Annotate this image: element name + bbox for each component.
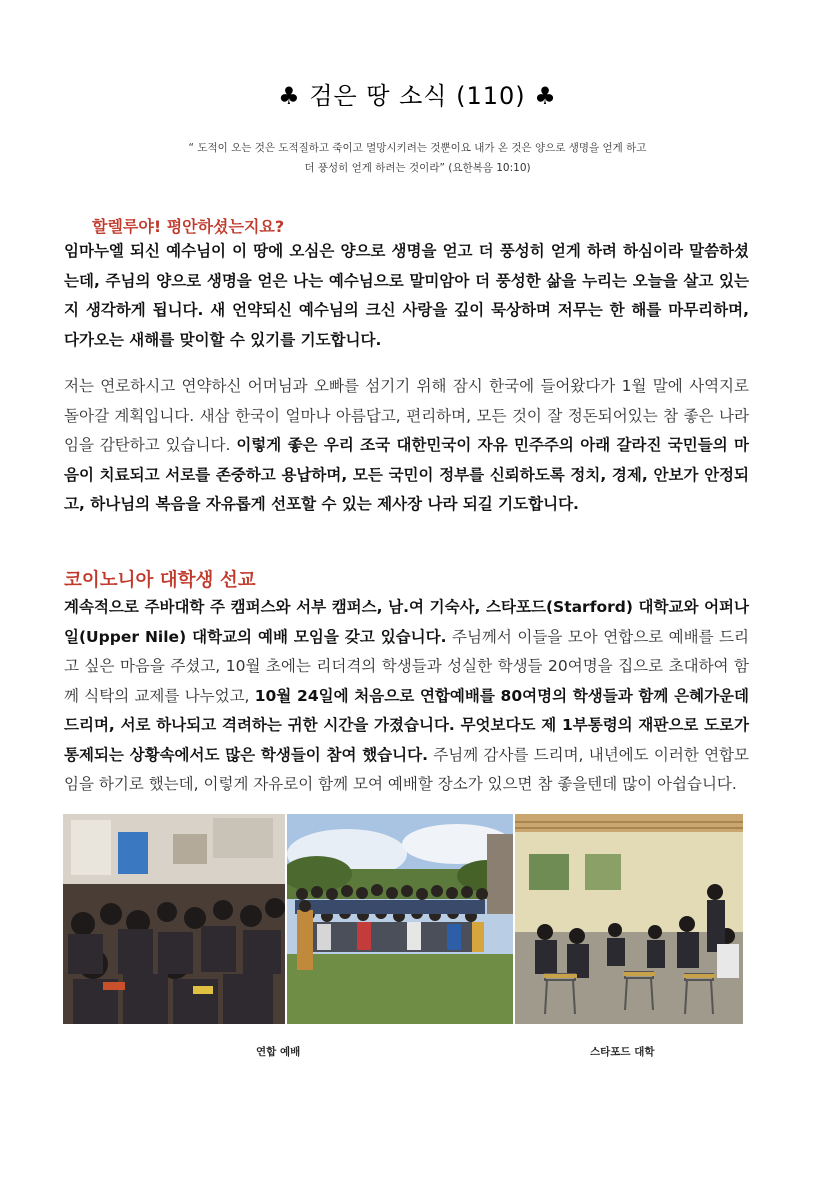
news-text-normal: 저는 연로하시고 연약하신 어머님과 오빠를 섬기기 위해 잠시 한국에 들어왔다가 1월 말에 사역지로 돌아갈 계획입니다. 새삼 한국이 얼마나 아름답고, 편리하며, 모든 것이 잘 정돈되어있는 참 좋은 나라임을 감탄하고 있습니다. xyxy=(64,377,749,454)
photo-caption-stanford: 스타포드 대학 xyxy=(590,1046,655,1058)
verse-line-2: 더 풍성히 얻게 하려는 것이라” (요한복음 10:10) xyxy=(304,162,531,174)
photo-joint-worship xyxy=(63,814,285,1024)
intro-paragraph: 임마누엘 되신 예수님이 이 땅에 오심은 양으로 생명을 얻고 더 풍성히 얻게 하려 하심이라 말씀하셨는데, 주님의 양으로 생명을 얻은 나는 예수님으로 말미암아 더 풍성한 삶을 누리는 오늘을 살고 있는지 생각하게 됩니다. 새 언약되신 예수님의 크신 사랑을 깊이 묵상하며 저무는 한 해를 마무리하며, 다가오는 새해를 맞이할 수 있기를 기도합니다. xyxy=(64,242,749,349)
page-title: ♣ 검은 땅 소식 (110) ♣ xyxy=(278,82,557,110)
scripture-verse xyxy=(80,138,755,178)
photo-caption-joint-worship: 연합 예배 xyxy=(256,1046,301,1058)
photo-strip xyxy=(63,814,743,1024)
photo-stanford-classroom xyxy=(515,814,743,1024)
mission-text-bold-1: 계속적으로 주바대학 주 캠퍼스와 서부 캠퍼스, 남.여 기숙사, 스타포드(Starford) 대학교와 어퍼나일(Upper Nile) 대학교의 예배 모임을 갖고 있습니다. xyxy=(64,598,749,646)
mission-text-bold-2: 10월 24일에 처음으로 연합예배를 80여명의 학생들과 함께 은혜가운데 드리며, 서로 하나되고 격려하는 귀한 시간을 가졌습니다. 무엇보다도 제 1부통령의 재판으로 도로가 통제되는 상황속에서도 많은 학생들이 참여 했습니다. xyxy=(64,686,749,764)
greeting-heading: 할렐루야! 평안하셨는지요? xyxy=(92,217,285,236)
mission-text-normal-1: 주님께서 이들을 모아 연합으로 예배를 드리고 싶은 마음을 주셨고, 10월 초에는 리더격의 학생들과 성실한 학생들 20여명을 집으로 초대하여 함께 식탁의 교제를 나누었고, xyxy=(64,627,749,705)
news-paragraph xyxy=(64,372,749,520)
photo-group-outdoor xyxy=(287,814,513,1024)
section-heading-mission: 코이노니아 대학생 선교 xyxy=(64,570,256,591)
news-text-bold: 이렇게 좋은 우리 조국 대한민국이 자유 민주주의 아래 갈라진 국민들의 마음이 치료되고 서로를 존중하고 용납하며, 모든 국민이 정부를 신뢰하도록 정치, 경제, 안보가 안정되고, 하나님의 복음을 자유롭게 선포할 수 있는 제사장 나라 되길 기도합니다. xyxy=(64,436,749,513)
mission-paragraph xyxy=(64,593,749,800)
mission-text-normal-2: 주님께 감사를 드리며, 내년에도 이러한 연합모임을 하기로 했는데, 이렇게 자유로이 함께 모여 예배할 장소가 있으면 참 좋을텐데 많이 아쉽습니다. xyxy=(64,745,749,793)
verse-line-1: “ 도적이 오는 것은 도적질하고 죽이고 멸망시키려는 것뿐이요 내가 온 것은 양으로 생명을 얻게 하고 xyxy=(188,142,647,154)
